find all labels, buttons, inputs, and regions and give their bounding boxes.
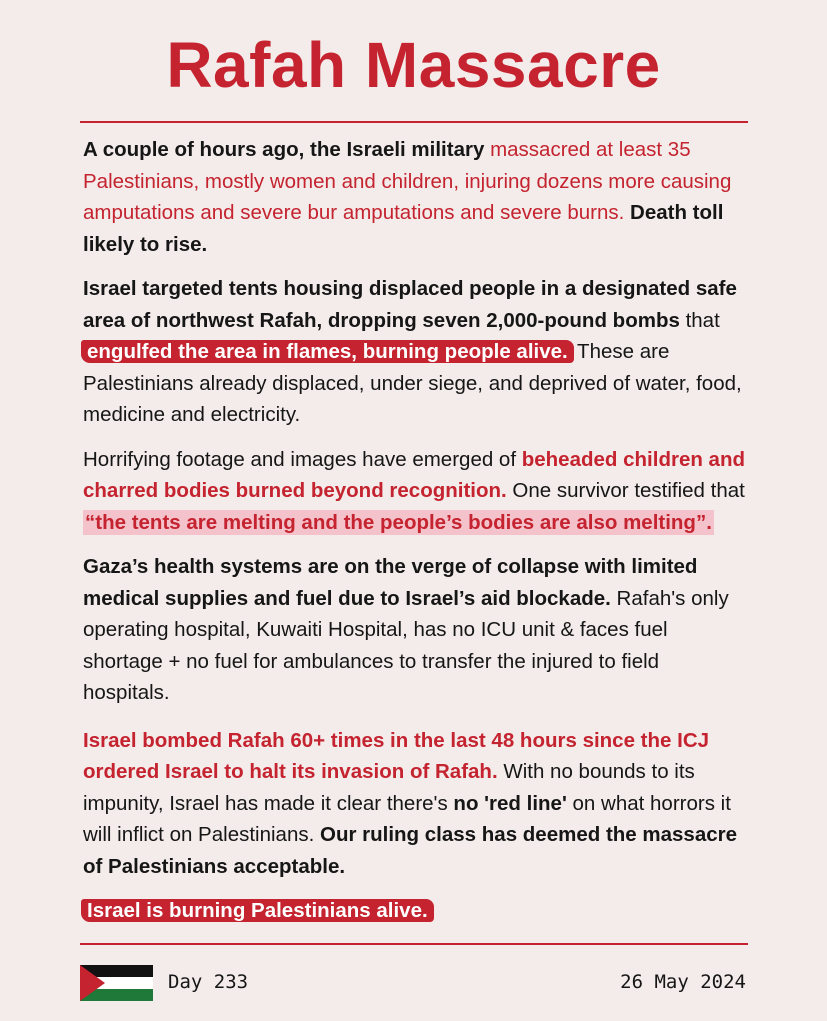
article-body bbox=[83, 134, 751, 940]
p5-emphasis: Israel bombed Rafah 60+ times in the last 48 hours since the ICJ ordered Israel to halt its invasion of Rafah. bbox=[83, 728, 710, 783]
top-divider bbox=[80, 121, 748, 123]
p5-bold-2: Our ruling class has deemed the massacre of Palestinians acceptable. bbox=[83, 823, 738, 878]
page-title: Rafah Massacre bbox=[166, 29, 661, 101]
paragraph-3 bbox=[83, 444, 751, 539]
paragraph-1 bbox=[83, 134, 751, 260]
p1-outro: Death toll likely to rise. bbox=[83, 201, 724, 256]
p5-bold-1: no 'red line' bbox=[453, 791, 567, 815]
p2-lead: Israel targeted tents housing displaced people in a designated safe area of northwest Rafah, dropping seven 2,000-pound bombs bbox=[83, 277, 737, 332]
post-date: 26 May 2024 bbox=[620, 971, 746, 993]
p1-intro: A couple of hours ago, the Israeli military bbox=[83, 138, 491, 161]
paragraph-6 bbox=[83, 895, 751, 927]
palestinian-flag-icon bbox=[80, 965, 153, 1001]
p2-connector: that bbox=[679, 308, 720, 332]
p3-emphasis: beheaded children and charred bodies burned beyond recognition. bbox=[83, 447, 746, 502]
p4-tail: Rafah's only operating hospital, Kuwaiti Hospital, has no ICU unit & faces fuel shortage + no fuel for ambulances to transfer the injured to field hospitals. bbox=[83, 586, 729, 704]
p5-text-1: With no bounds to its impunity, Israel has made it clear there's bbox=[83, 760, 695, 815]
footer bbox=[80, 962, 748, 1002]
bottom-divider bbox=[80, 943, 748, 945]
paragraph-2 bbox=[83, 273, 751, 431]
p2-tail: These are Palestinians already displaced, under siege, and deprived of water, food, medicine and electricity. bbox=[83, 340, 742, 426]
p5-text-2: on what horrors it will inflict on Palestinians. bbox=[83, 791, 731, 846]
p3-connector: One survivor testified that bbox=[506, 479, 745, 502]
p3-quote-highlight: “the tents are melting and the people’s bodies are also melting”. bbox=[85, 510, 712, 534]
p2-highlight: engulfed the area in flames, burning people alive. bbox=[81, 340, 574, 363]
p3-lead: Horrifying footage and images have emerged of bbox=[83, 447, 522, 471]
paragraph-4 bbox=[83, 551, 751, 709]
p4-lead: Gaza’s health systems are on the verge of collapse with limited medical supplies and fuel due to Israel’s aid blockade. bbox=[83, 555, 698, 610]
p1-emphasis: massacred at least 35 Palestinians, mostly women and children, injuring dozens more causing amputations and severe bur amputations and severe burns. bbox=[83, 138, 732, 224]
paragraph-5 bbox=[83, 725, 751, 883]
closing-highlight: Israel is burning Palestinians alive. bbox=[81, 899, 434, 922]
day-counter: Day 233 bbox=[168, 971, 249, 993]
